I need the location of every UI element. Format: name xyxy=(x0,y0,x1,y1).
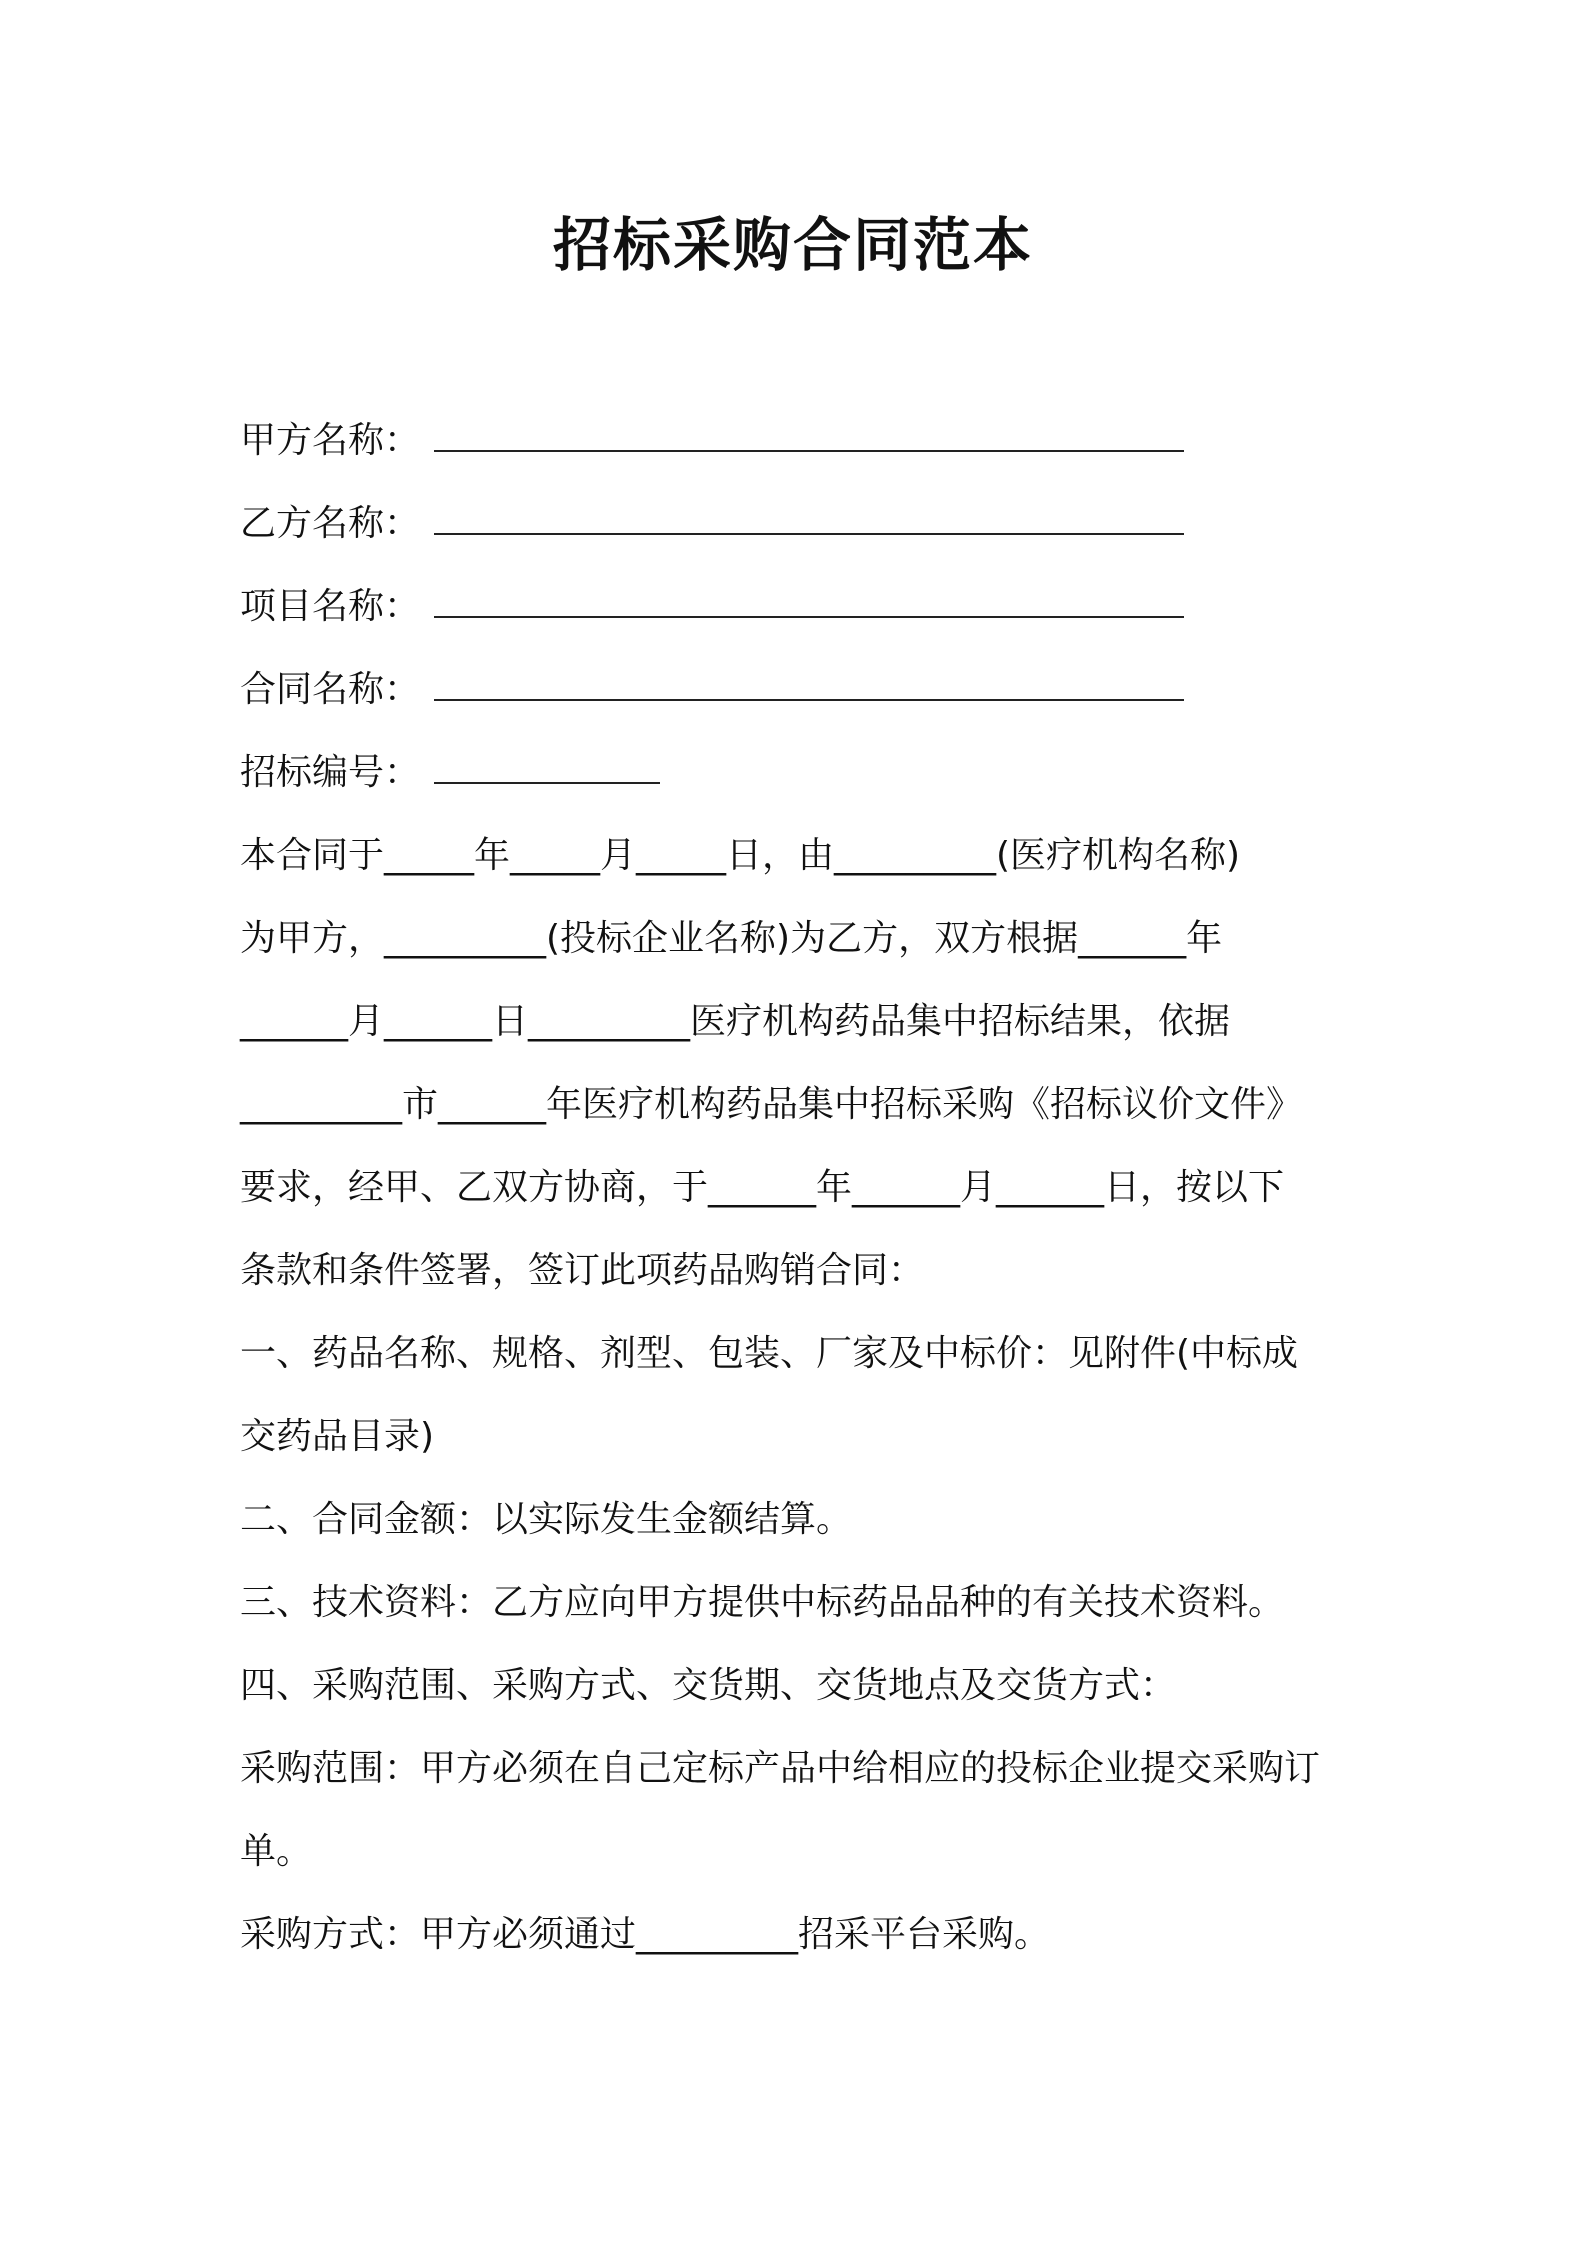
contract-field xyxy=(240,664,1184,716)
bid-number-blank xyxy=(434,748,660,784)
bid-number-field xyxy=(240,747,660,799)
party-b-blank xyxy=(434,499,1184,535)
body-line-5: 要求，经甲、乙双方协商，于______年______月______日，按以下 xyxy=(240,1167,1285,1208)
party-b-label: 乙方名称： xyxy=(240,503,421,544)
bid-number-label: 招标编号： xyxy=(240,752,421,793)
body-line-8: 交药品目录) xyxy=(240,1416,435,1457)
party-b-field xyxy=(240,498,1184,550)
document-title: 招标采购合同范本 xyxy=(552,211,1033,279)
project-label: 项目名称： xyxy=(240,586,421,627)
body-line-10: 三、技术资料：乙方应向甲方提供中标药品品种的有关技术资料。 xyxy=(240,1582,1285,1623)
body-line-14: 采购方式：甲方必须通过_________招采平台采购。 xyxy=(240,1914,1051,1955)
body-line-6: 条款和条件签署，签订此项药品购销合同： xyxy=(240,1250,925,1291)
project-field xyxy=(240,581,1184,633)
body-line-7: 一、药品名称、规格、剂型、包装、厂家及中标价：见附件(中标成 xyxy=(240,1333,1299,1374)
party-a-label: 甲方名称： xyxy=(240,420,421,461)
body-line-12: 采购范围：甲方必须在自己定标产品中给相应的投标企业提交采购订 xyxy=(240,1748,1321,1789)
body-line-4: _________市______年医疗机构药品集中招标采购《招标议价文件》 xyxy=(240,1084,1303,1125)
body-line-9: 二、合同金额：以实际发生金额结算。 xyxy=(240,1499,853,1540)
party-a-field xyxy=(240,415,1184,467)
body-line-2: 为甲方，_________(投标企业名称)为乙方，双方根据______年 xyxy=(240,918,1223,959)
body-line-3: ______月______日_________医疗机构药品集中招标结果，依据 xyxy=(240,1001,1231,1042)
project-blank xyxy=(434,582,1184,618)
body-line-11: 四、采购范围、采购方式、交货期、交货地点及交货方式： xyxy=(240,1665,1177,1706)
body-line-1: 本合同于_____年_____月_____日，由_________(医疗机构名称) xyxy=(240,835,1241,876)
contract-blank xyxy=(434,665,1184,701)
party-a-blank xyxy=(434,416,1184,452)
contract-label: 合同名称： xyxy=(240,669,421,710)
body-line-13: 单。 xyxy=(240,1831,313,1872)
